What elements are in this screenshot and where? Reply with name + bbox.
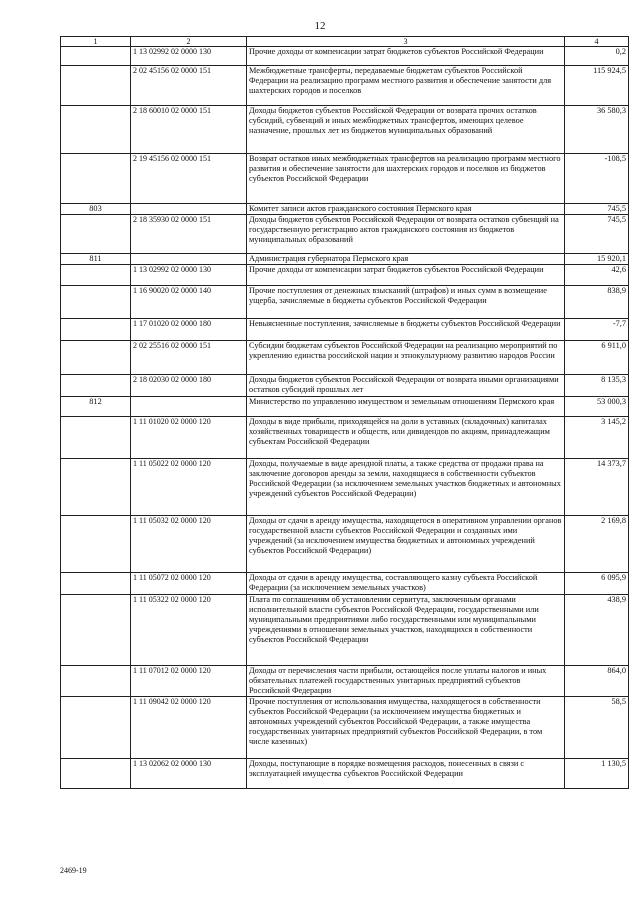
table-row [61,286,629,319]
budget-code-cell: 1 11 05022 02 0000 120 [131,459,247,516]
column-header: 1 [61,37,131,47]
amount-cell: 36 580,3 [565,106,629,154]
administrator-code-cell [61,417,131,459]
amount-cell: 8 135,3 [565,375,629,397]
amount-cell: 745,5 [565,215,629,254]
column-header: 4 [565,37,629,47]
budget-code-cell: 2 18 60010 02 0000 151 [131,106,247,154]
table-row [61,666,629,697]
budget-code-cell: 2 18 35930 02 0000 151 [131,215,247,254]
budget-code-cell: 1 11 05322 02 0000 120 [131,595,247,666]
revenue-table [60,36,629,789]
administrator-code-cell [61,697,131,759]
revenue-name-cell: Прочие поступления от использования имущества, находящегося в собственности субъектов Российской Федерации (за исключением имущества бюджетных и автономных учреждений субъектов Российской Федерации, а также имущества государственных унитарных предприятий субъектов Российской Федерации, в том числе казенных) [247,697,565,759]
amount-cell: 6 911,0 [565,341,629,375]
table-row [61,66,629,106]
revenue-name-cell: Невыясненные поступления, зачисляемые в бюджеты субъектов Российской Федерации [247,319,565,341]
revenue-name-cell: Доходы бюджетов субъектов Российской Федерации от возврата иными организациями остатков субсидий прошлых лет [247,375,565,397]
table-row [61,204,629,215]
table-row [61,341,629,375]
revenue-name-cell: Прочие доходы от компенсации затрат бюджетов субъектов Российской Федерации [247,47,565,66]
revenue-name-cell: Прочие поступления от денежных взысканий (штрафов) и иных сумм в возмещение ущерба, зачисляемые в бюджеты субъектов Российской Федерации [247,286,565,319]
revenue-name-cell: Администрация губернатора Пермского края [247,254,565,265]
table-row [61,573,629,595]
table-row [61,319,629,341]
budget-code-cell: 1 11 07012 02 0000 120 [131,666,247,697]
table-row [61,759,629,789]
amount-cell: 15 920,1 [565,254,629,265]
administrator-code-cell: 812 [61,397,131,417]
table-row [61,516,629,573]
amount-cell: -7,7 [565,319,629,341]
amount-cell: 745,5 [565,204,629,215]
amount-cell: 1 130,5 [565,759,629,789]
administrator-code-cell [61,375,131,397]
amount-cell: 2 169,8 [565,516,629,573]
amount-cell: 838,9 [565,286,629,319]
administrator-code-cell [61,759,131,789]
amount-cell: 3 145,2 [565,417,629,459]
budget-code-cell: 2 18 02030 02 0000 180 [131,375,247,397]
table-row [61,106,629,154]
administrator-code-cell [61,286,131,319]
amount-cell: 42,6 [565,265,629,286]
table-row [61,397,629,417]
administrator-code-cell [61,516,131,573]
page-number: 12 [314,20,326,32]
table-row [61,215,629,254]
revenue-name-cell: Доходы в виде прибыли, приходящейся на доли в уставных (складочных) капиталах хозяйственных товариществ и обществ, или дивидендов по акциям, принадлежащим субъектам Российской Федерации [247,417,565,459]
amount-cell: 115 924,5 [565,66,629,106]
administrator-code-cell [61,215,131,254]
budget-code-cell [131,204,247,215]
administrator-code-cell [61,595,131,666]
administrator-code-cell [61,106,131,154]
administrator-code-cell [61,573,131,595]
revenue-name-cell: Доходы, получаемые в виде арендной платы, а также средства от продажи права на заключение договоров аренды за земли, находящиеся в собственности субъектов Российской Федерации (за исключением земельных участков бюджетных и автономных учреждений субъектов Российской Федерации) [247,459,565,516]
budget-code-cell: 1 16 90020 02 0000 140 [131,286,247,319]
table-row [61,459,629,516]
table-row [61,265,629,286]
revenue-name-cell: Плата по соглашениям об установлении сервитута, заключенным органами исполнительной власти субъектов Российской Федерации, государственными или муниципальными предприятиями либо государственными или муниципальными учреждениями в отношении земельных участков, находящихся в собственности субъектов Российской Федерации [247,595,565,666]
table-row [61,697,629,759]
table-row [61,595,629,666]
table-header-row [61,37,629,47]
budget-code-cell: 1 11 01020 02 0000 120 [131,417,247,459]
budget-code-cell [131,254,247,265]
table-row [61,375,629,397]
amount-cell: 438,9 [565,595,629,666]
budget-code-cell: 1 11 05072 02 0000 120 [131,573,247,595]
budget-code-cell: 1 13 02992 02 0000 130 [131,265,247,286]
administrator-code-cell [61,666,131,697]
administrator-code-cell [61,265,131,286]
revenue-name-cell: Доходы бюджетов субъектов Российской Федерации от возврата прочих остатков субсидий, субвенций и иных межбюджетных трансфертов, имеющих целевое назначение, прошлых лет из бюджетов муниципальных образований [247,106,565,154]
administrator-code-cell: 803 [61,204,131,215]
revenue-name-cell: Доходы, поступающие в порядке возмещения расходов, понесенных в связи с эксплуатацией имущества субъектов Российской Федерации [247,759,565,789]
revenue-name-cell: Межбюджетные трансферты, передаваемые бюджетам субъектов Российской Федерации на реализацию программ местного развития и обеспечение занятости для шахтерских городов и поселков [247,66,565,106]
revenue-name-cell: Прочие доходы от компенсации затрат бюджетов субъектов Российской Федерации [247,265,565,286]
budget-code-cell: 1 13 02062 02 0000 130 [131,759,247,789]
amount-cell: 58,5 [565,697,629,759]
table-row [61,47,629,66]
administrator-code-cell [61,66,131,106]
administrator-code-cell [61,341,131,375]
column-header: 3 [247,37,565,47]
budget-code-cell: 1 11 05032 02 0000 120 [131,516,247,573]
budget-code-cell: 1 17 01020 02 0000 180 [131,319,247,341]
budget-code-cell: 1 13 02992 02 0000 130 [131,47,247,66]
revenue-name-cell: Доходы бюджетов субъектов Российской Федерации от возврата остатков субвенций на государственную регистрацию актов гражданского состояния из бюджетов муниципальных образований [247,215,565,254]
budget-code-cell: 2 02 25516 02 0000 151 [131,341,247,375]
administrator-code-cell [61,47,131,66]
budget-code-cell: 2 02 45156 02 0000 151 [131,66,247,106]
administrator-code-cell: 811 [61,254,131,265]
revenue-name-cell: Министерство по управлению имуществом и земельным отношениям Пермского края [247,397,565,417]
amount-cell: -108,5 [565,154,629,204]
administrator-code-cell [61,154,131,204]
revenue-name-cell: Комитет записи актов гражданского состояния Пермского края [247,204,565,215]
amount-cell: 14 373,7 [565,459,629,516]
amount-cell: 864,0 [565,666,629,697]
table-row [61,254,629,265]
revenue-name-cell: Доходы от сдачи в аренду имущества, составляющего казну субъекта Российской Федерации (за исключением земельных участков) [247,573,565,595]
amount-cell: 0,2 [565,47,629,66]
table-row [61,417,629,459]
revenue-name-cell: Доходы от сдачи в аренду имущества, находящегося в оперативном управлении органов государственной власти субъектов Российской Федерации и созданных ими учреждений (за исключением имущества бюджетных и автономных учреждений субъектов Российской Федерации) [247,516,565,573]
amount-cell: 53 000,3 [565,397,629,417]
table-body [61,47,629,789]
column-header: 2 [131,37,247,47]
revenue-name-cell: Доходы от перечисления части прибыли, остающейся после уплаты налогов и иных обязательных платежей государственных унитарных предприятий субъектов Российской Федерации [247,666,565,697]
budget-code-cell: 1 11 09042 02 0000 120 [131,697,247,759]
revenue-name-cell: Возврат остатков иных межбюджетных трансфертов на реализацию программ местного развития и обеспечение занятости для шахтерских городов и поселков из бюджетов субъектов Российской Федерации [247,154,565,204]
amount-cell: 6 095,9 [565,573,629,595]
table-row [61,154,629,204]
document-code: 2469-19 [60,866,87,875]
administrator-code-cell [61,459,131,516]
budget-code-cell [131,397,247,417]
revenue-name-cell: Субсидии бюджетам субъектов Российской Федерации на реализацию мероприятий по укреплению единства российской нации и этнокультурному развитию народов России [247,341,565,375]
budget-code-cell: 2 19 45156 02 0000 151 [131,154,247,204]
administrator-code-cell [61,319,131,341]
